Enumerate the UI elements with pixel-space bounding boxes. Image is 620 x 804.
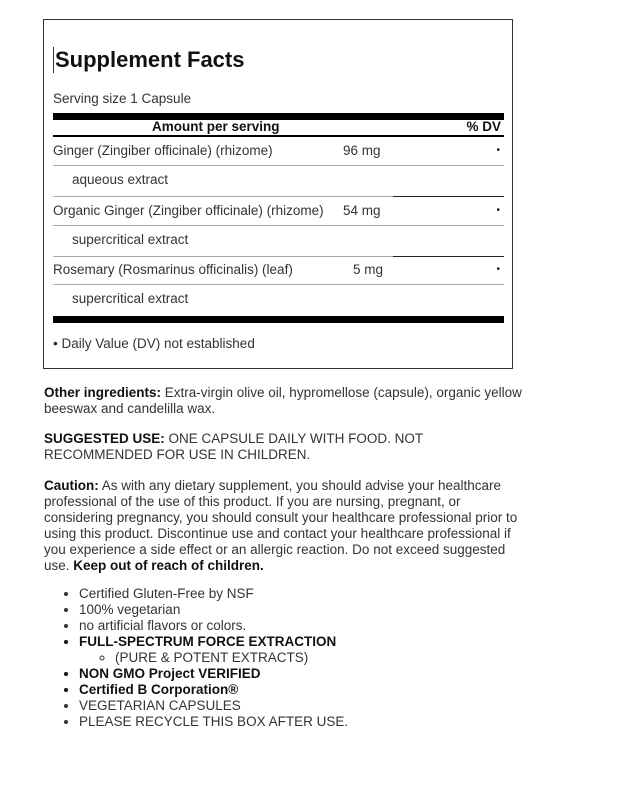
- badge-item: • Certified Gluten-Free by NSF: [79, 586, 348, 602]
- product-badges-list: [44, 586, 348, 730]
- badge-item: • Certified B Corporation®: [79, 682, 348, 698]
- badge-sublist: [79, 650, 348, 666]
- other-ingredients: [44, 385, 524, 417]
- dv-marker: •: [496, 145, 500, 156]
- row-divider: [53, 284, 504, 285]
- suggested-use-label: SUGGESTED USE:: [44, 431, 165, 446]
- suggested-use: [44, 431, 524, 463]
- other-ingredients-text: Extra-virgin olive oil, hypromellose (capsule), organic yellow beeswax and candelilla wax.: [44, 385, 522, 416]
- badge-subitem: ◦ (PURE & POTENT EXTRACTS): [115, 650, 348, 666]
- caution-emphasis: Keep out of reach of children.: [73, 558, 264, 573]
- ingredient-name: Organic Ginger (Zingiber officinale) (rhizome): [53, 203, 324, 218]
- ingredient-sub: aqueous extract: [72, 172, 169, 187]
- dv-header: % DV: [466, 119, 501, 134]
- badge-item: • no artificial flavors or colors.: [79, 618, 348, 634]
- ingredient-amount: 54 mg: [343, 203, 381, 218]
- header-divider: [53, 135, 504, 137]
- ingredient-name: Rosemary (Rosmarinus officinalis) (leaf): [53, 262, 293, 277]
- row-divider: [53, 225, 504, 226]
- ingredient-amount: 96 mg: [343, 143, 381, 158]
- badge-item: • 100% vegetarian: [79, 602, 348, 618]
- ingredient-sub: supercritical extract: [72, 291, 189, 306]
- row-divider: [393, 256, 504, 257]
- row-divider: [53, 256, 393, 257]
- ingredient-sub: supercritical extract: [72, 232, 189, 247]
- badge-text: FULL-SPECTRUM FORCE EXTRACTION: [79, 634, 337, 649]
- serving-size: Serving size 1 Capsule: [53, 91, 192, 106]
- badge-item: • NON GMO Project VERIFIED: [79, 666, 348, 682]
- caution-label: Caution:: [44, 478, 99, 493]
- badge-item: [79, 634, 348, 666]
- dv-marker: •: [496, 205, 500, 216]
- facts-title: Supplement Facts: [55, 47, 245, 72]
- row-divider: [393, 196, 504, 197]
- caution: [44, 478, 524, 574]
- badge-item: • VEGETARIAN CAPSULES: [79, 698, 348, 714]
- other-ingredients-label: Other ingredients:: [44, 385, 162, 400]
- dv-footnote: • Daily Value (DV) not established: [53, 336, 255, 351]
- facts-header-row: [53, 119, 504, 135]
- ingredient-name: Ginger (Zingiber officinale) (rhizome): [53, 143, 273, 158]
- amount-per-serving-header: Amount per serving: [152, 119, 280, 134]
- dv-marker: •: [496, 264, 500, 275]
- badge-item: • PLEASE RECYCLE THIS BOX AFTER USE.: [79, 714, 348, 730]
- supplement-facts-panel: [43, 19, 513, 369]
- thick-divider: [53, 316, 504, 323]
- suggested-use-text: ONE CAPSULE DAILY WITH FOOD. NOT RECOMMENDED FOR USE IN CHILDREN.: [44, 431, 423, 462]
- row-divider: [53, 165, 504, 166]
- ingredient-amount: 5 mg: [353, 262, 384, 277]
- row-divider: [53, 196, 393, 197]
- caution-text: As with any dietary supplement, you should advise your healthcare professional of the use of this product. If you are nursing, pregnant, or considering pregnancy, you should consult your healthcare professional prior to using this product. Discontinue use and contact your healthcare professional if you experience a side effect or an allergic reaction. Do not exceed suggested use.: [44, 478, 518, 573]
